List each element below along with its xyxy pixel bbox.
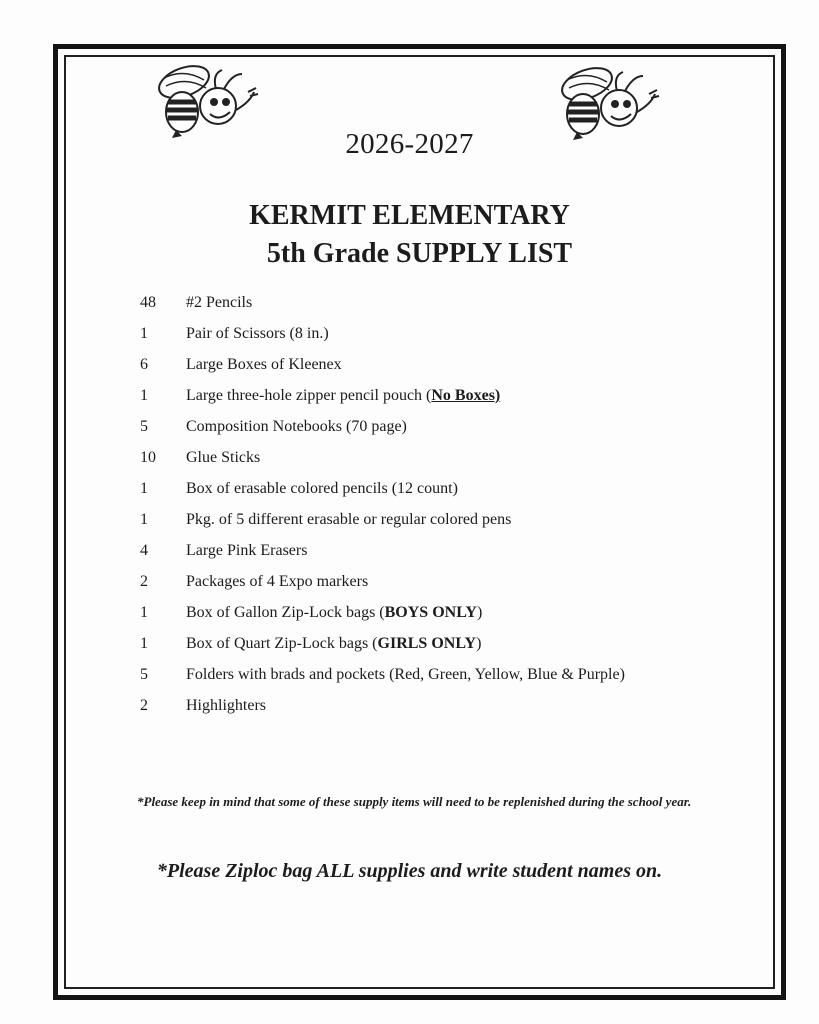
list-item <box>138 446 738 477</box>
closing-instruction: *Please Ziploc bag ALL supplies and write student names on. <box>156 860 663 882</box>
item-quantity: 1 <box>140 325 148 342</box>
list-item <box>138 384 738 415</box>
list-item <box>138 322 738 353</box>
item-quantity: 10 <box>140 449 156 466</box>
item-quantity: 1 <box>140 635 148 652</box>
item-description: #2 Pencils <box>186 294 253 311</box>
item-quantity: 1 <box>140 604 148 621</box>
school-year: 2026-2027 <box>345 128 474 160</box>
school-name: KERMIT ELEMENTARY <box>249 200 570 231</box>
list-item <box>138 632 738 663</box>
list-item <box>138 415 738 446</box>
item-description: Pair of Scissors (8 in.) <box>186 325 329 342</box>
item-description: Composition Notebooks (70 page) <box>186 418 407 435</box>
item-emphasis: No Boxes) <box>431 387 501 404</box>
item-description: Packages of 4 Expo markers <box>186 573 369 590</box>
item-quantity: 4 <box>140 542 148 559</box>
item-quantity: 5 <box>140 418 148 435</box>
replenish-note: *Please keep in mind that some of these supply items will need to be replenished during the school year. <box>137 794 692 809</box>
list-item <box>138 601 738 632</box>
item-description: Highlighters <box>186 697 266 714</box>
item-quantity: 48 <box>140 294 156 311</box>
list-item <box>138 291 738 322</box>
item-emphasis: BOYS ONLY <box>384 604 477 621</box>
item-quantity: 2 <box>140 697 148 714</box>
item-description: Folders with brads and pockets (Red, Green, Yellow, Blue & Purple) <box>186 666 625 683</box>
item-description: Box of Gallon Zip-Lock bags (BOYS ONLY) <box>186 604 483 621</box>
item-description: Large Pink Erasers <box>186 542 308 559</box>
item-description: Large Boxes of Kleenex <box>186 356 342 373</box>
item-quantity: 1 <box>140 480 148 497</box>
item-description: Pkg. of 5 different erasable or regular colored pens <box>186 511 512 528</box>
item-quantity: 1 <box>140 511 148 528</box>
list-item <box>138 539 738 570</box>
list-item <box>138 353 738 384</box>
item-emphasis: GIRLS ONLY <box>377 635 477 652</box>
item-quantity: 5 <box>140 666 148 683</box>
item-description: Box of Quart Zip-Lock bags (GIRLS ONLY) <box>186 635 482 652</box>
list-item <box>138 663 738 694</box>
item-quantity: 6 <box>140 356 148 373</box>
list-item <box>138 570 738 601</box>
item-description: Large three-hole zipper pencil pouch (No Boxes) <box>186 387 501 404</box>
item-quantity: 2 <box>140 573 148 590</box>
list-item <box>138 477 738 508</box>
item-description: Glue Sticks <box>186 449 261 466</box>
page-title: 5th Grade SUPPLY LIST <box>266 238 573 269</box>
list-item <box>138 508 738 539</box>
list-item <box>138 694 738 725</box>
supply-list <box>138 291 738 725</box>
item-quantity: 1 <box>140 387 148 404</box>
item-description: Box of erasable colored pencils (12 count) <box>186 480 458 497</box>
